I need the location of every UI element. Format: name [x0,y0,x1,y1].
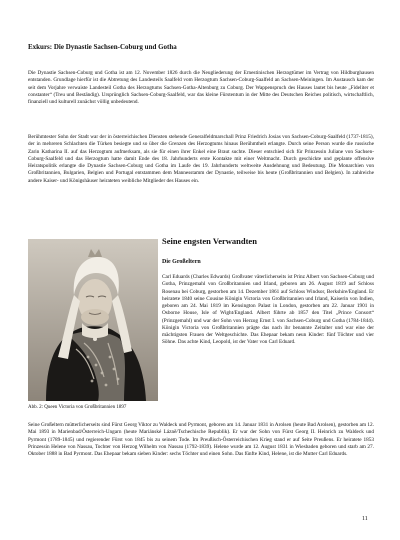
queen-victoria-portrait [28,239,158,401]
figure-caption: Abb. 2: Queen Victoria von Großbritannien 1897 [28,405,127,410]
grandparents-maternal-paragraph: Seine Großeltern mütterlicherseits sind Fürst Georg Viktor zu Waldeck und Pyrmont, geboren am 14. Januar 1831 in Arolsen (heute Bad Arolsen), gestorben am 12. Mai 1893 in Marienbad/Österreich-Ungarn (heute Mariánské Lázně/Tschechische Republik). Er war der Sohn von Fürst Georg II. Heinrich zu Waldeck und Pyrmont (1789-1845) und regierender Fürst von 1845 bis zu seinem Tode. Im Preußisch-Österreichischen Krieg stand er auf Seite Preußens. Er heiratete 1853 Prinzessin Helene von Nassau, Tochter von Herzog Wilhelm von Nassau (1792-1839). Helene wurde am 12. August 1831 in Wiesbaden geboren und starb am 27. Oktober 1888 in Bad Pyrmont. Das Ehepaar bekam sieben Kinder: sechs Töchter und einen Sohn. Das fünfte Kind, Helene, ist die Mutter Carl Eduards. [28,422,374,457]
relatives-section [162,236,374,346]
page-number: 11 [362,516,368,522]
excursus-heading: Exkurs: Die Dynastie Sachsen-Coburg und Gotha [28,43,177,51]
excursus-paragraph-2: Berühmtester Sohn der Stadt war der in österreichischen Diensten stehende Generalfeldmarschall Prinz Friedrich Josias von Sachsen-Coburg-Saalfeld (1737-1815), der in mehreren Schlachten die Türken besiegte und so über die Grenzen des Herzogtums hinaus Berühmtheit erlangte. Durch seine Person wurde die russische Zarin Katharina II. auf das Herzogtum aufmerksam, als sie für einen ihrer Enkel eine Braut suchte. Dieser entschied sich für Prinzessin Juliane von Sachsen-Coburg-Saalfeld und das Herzogtum hatte damit Ende des 18. Jahrhunderts erste Kontakte mit einer Weltmacht. Durch geschickte und geplante offensive Heiratspolitik erlangte die Dynastie Sachsen-Coburg und Gotha im Laufe des 19. Jahrhunderts weltweite Ausdehnung und Bedeutung. Die Monarchien von Großbritannien, Bulgarien, Belgien und Portugal entstammen dem Mannesstamm der Dynastie, teilweise bis heute (Großbritannien und Belgien). In zahlreiche andere Kaiser- und Königshäuser heirateten weibliche Mitglieder des Hauses ein. [28,134,374,184]
grandparents-subheading: Die Großeltern [162,259,201,265]
grandparents-paternal-paragraph: Carl Eduards (Charles Edwards) Großvater väterlicherseits ist Prinz Albert von Sachsen-Coburg und Gotha, Prinzgemahl von Großbritannien und Irland, geboren am 26. August 1819 auf Schloss Rosenau bei Coburg, gestorben am 14. Dezember 1861 auf Schloss Windsor, Berkshire/England. Er heiratete 1840 seine Cousine Königin Victoria von Großbritannien und Irland, Kaiserin von Indien, geboren am 24. Mai 1819 im Kensington Palast in London, gestorben am 22. Januar 1901 in Osborne House, Isle of Wight/England. Albert führte ab 1857 den Titel „Prince Consort“ (Prinzgemahl) und war der Sohn von Herzog Ernst I. von Sachsen-Coburg und Gotha (1784-1844). Königin Victoria von Großbritannien prägte das nach ihr benannte Zeitalter und war eine der mächtigsten Frauen der Weltgeschichte. Das Ehepaar bekam neun Kinder: fünf Töchter und vier Söhne. Das achte Kind, Leopold, ist der Vater von Carl Eduard. [162,274,374,346]
excursus-paragraph-1: Die Dynastie Sachsen-Coburg und Gotha ist am 12. November 1826 durch die Neugliederung der Ernestinischen Herzogtümer im Vertrag von Hildburghausen entstanden. Grundlage hierfür ist die Abtretung des Landesteils Saalfeld vom Herzogtum Sachsen-Coburg-Saalfeld an Sachsen-Meiningen. Im Austausch kam der seit dem Vorjahre verwaiste Landesteil Gotha des Herzogtums Sachsen-Gotha-Altenburg zu Coburg. Der Wappenspruch des Hauses lautet bis heute „Fideliter et constanter“ (Treu und Beständig). Ursprünglich Sachsen-Coburg-Saalfeld, war das kleine Fürstentum in der Mitte des Deutschen Reiches politisch, wirtschaftlich, finanziell und kulturell zunächst völlig unbedeutend. [28,70,374,105]
relatives-heading: Seine engsten Verwandten [162,236,257,246]
